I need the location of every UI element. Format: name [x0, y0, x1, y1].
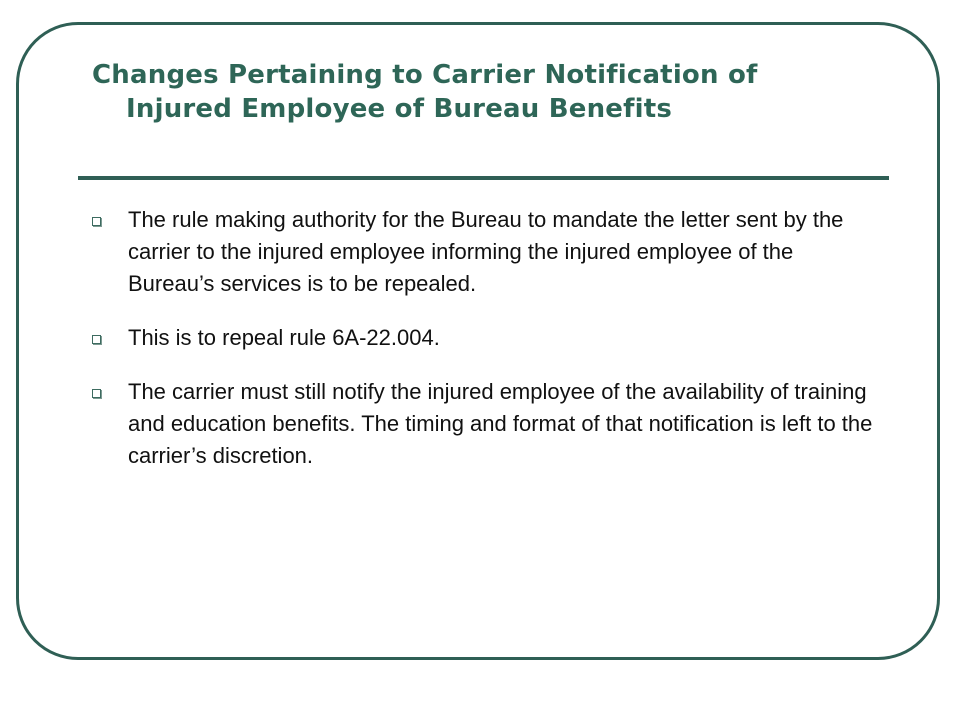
- slide-title-line-1: Changes Pertaining to Carrier Notification of: [92, 60, 758, 90]
- hollow-square-bullet-icon: [92, 335, 101, 344]
- hollow-square-bullet-icon: [92, 217, 101, 226]
- slide-title-line-2: Injured Employee of Bureau Benefits: [126, 94, 673, 124]
- hollow-square-bullet-icon: [92, 389, 101, 398]
- bullet-text: This is to repeal rule 6A-22.004.: [128, 325, 440, 350]
- bullet-item: [92, 376, 882, 472]
- bullet-item: [92, 322, 882, 354]
- bullet-item: [92, 204, 882, 300]
- bullet-text: The carrier must still notify the injured employee of the availability of training and education benefits. The timing and format of that notification is left to the carrier’s discretion.: [128, 379, 873, 468]
- slide-title: [92, 58, 892, 126]
- title-divider: [78, 176, 889, 180]
- bullet-list: [92, 204, 882, 494]
- bullet-text: The rule making authority for the Bureau to mandate the letter sent by the carrier to the injured employee informing the injured employee of the Bureau’s services is to be repealed.: [128, 207, 844, 296]
